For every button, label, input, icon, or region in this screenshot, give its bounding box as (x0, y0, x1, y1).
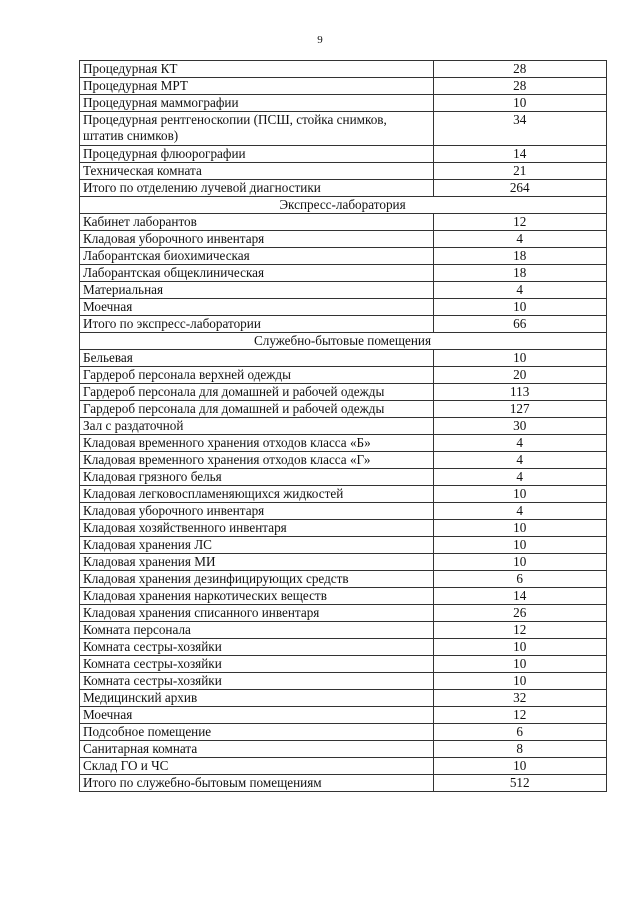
room-name-cell: Кладовая уборочного инвентаря (80, 503, 434, 520)
area-value-cell: 12 (434, 622, 607, 639)
table-row (80, 571, 607, 588)
room-name-cell: Кладовая хранения наркотических веществ (80, 588, 434, 605)
section-header-row (80, 197, 607, 214)
room-name-cell: Лаборантская общеклиническая (80, 265, 434, 282)
room-name-cell: Зал с раздаточной (80, 418, 434, 435)
page-number: 9 (317, 34, 323, 46)
area-value-cell: 512 (434, 775, 607, 792)
table-row (80, 622, 607, 639)
area-value-cell: 32 (434, 690, 607, 707)
area-value-cell: 10 (434, 486, 607, 503)
area-value-cell: 4 (434, 503, 607, 520)
area-value-cell: 18 (434, 248, 607, 265)
room-name-cell: Кладовая хранения ЛС (80, 537, 434, 554)
room-name-cell: Техническая комната (80, 163, 434, 180)
table-row (80, 707, 607, 724)
room-name-cell: Итого по отделению лучевой диагностики (80, 180, 434, 197)
room-name-cell: Гардероб персонала верхней одежды (80, 367, 434, 384)
table-row (80, 265, 607, 282)
table-row (80, 384, 607, 401)
room-name-cell: Процедурная КТ (80, 61, 434, 78)
room-name-cell: Моечная (80, 299, 434, 316)
area-value-cell: 10 (434, 299, 607, 316)
room-name-cell: Итого по экспресс-лаборатории (80, 316, 434, 333)
table-row (80, 605, 607, 622)
room-name-cell: Кладовая грязного белья (80, 469, 434, 486)
table-row (80, 316, 607, 333)
table-row (80, 350, 607, 367)
room-name-cell: Кладовая хозяйственного инвентаря (80, 520, 434, 537)
room-name-cell: Лаборантская биохимическая (80, 248, 434, 265)
room-name-cell: Итого по служебно-бытовым помещениям (80, 775, 434, 792)
rooms-table (79, 60, 607, 792)
section-title: Служебно-бытовые помещения (80, 333, 607, 350)
room-name-cell: Медицинский архив (80, 690, 434, 707)
area-value-cell: 10 (434, 639, 607, 656)
area-value-cell: 30 (434, 418, 607, 435)
table-row (80, 775, 607, 792)
area-value-cell: 10 (434, 554, 607, 571)
table-row (80, 469, 607, 486)
area-value-cell: 10 (434, 758, 607, 775)
table-row (80, 248, 607, 265)
table-row (80, 435, 607, 452)
section-header-row (80, 333, 607, 350)
room-name-cell: Комната сестры-хозяйки (80, 673, 434, 690)
table-row (80, 95, 607, 112)
area-value-cell: 4 (434, 231, 607, 248)
room-name-cell: Подсобное помещение (80, 724, 434, 741)
area-value-cell: 12 (434, 707, 607, 724)
table-row (80, 418, 607, 435)
table-row (80, 588, 607, 605)
table-row (80, 741, 607, 758)
table-row (80, 401, 607, 418)
table-row (80, 503, 607, 520)
room-name-cell: Комната персонала (80, 622, 434, 639)
table-row (80, 656, 607, 673)
room-name-cell: Кладовая хранения списанного инвентаря (80, 605, 434, 622)
room-name-cell: Моечная (80, 707, 434, 724)
room-name-cell: Комната сестры-хозяйки (80, 656, 434, 673)
table-row (80, 61, 607, 78)
table-row (80, 180, 607, 197)
area-value-cell: 26 (434, 605, 607, 622)
room-name-cell: Кладовая временного хранения отходов класса «Г» (80, 452, 434, 469)
area-value-cell: 10 (434, 673, 607, 690)
table-row (80, 537, 607, 554)
area-value-cell: 66 (434, 316, 607, 333)
area-value-cell: 4 (434, 282, 607, 299)
table-row (80, 452, 607, 469)
room-name-cell: Материальная (80, 282, 434, 299)
room-name-cell: Кладовая временного хранения отходов класса «Б» (80, 435, 434, 452)
section-title: Экспресс-лаборатория (80, 197, 607, 214)
room-name-cell: Процедурная МРТ (80, 78, 434, 95)
table-row (80, 554, 607, 571)
table-row (80, 758, 607, 775)
room-name-cell: Гардероб персонала для домашней и рабочей одежды (80, 384, 434, 401)
area-value-cell: 34 (434, 112, 607, 146)
area-value-cell: 28 (434, 78, 607, 95)
table-row (80, 282, 607, 299)
room-name-cell: Комната сестры-хозяйки (80, 639, 434, 656)
table-row (80, 214, 607, 231)
room-name-cell: Бельевая (80, 350, 434, 367)
table-row (80, 163, 607, 180)
area-value-cell: 14 (434, 588, 607, 605)
table-row (80, 299, 607, 316)
area-value-cell: 28 (434, 61, 607, 78)
table-row (80, 724, 607, 741)
room-name-cell: Процедурная рентгеноскопии (ПСШ, стойка снимков, штатив снимков) (80, 112, 434, 146)
table-row (80, 367, 607, 384)
area-value-cell: 113 (434, 384, 607, 401)
area-value-cell: 12 (434, 214, 607, 231)
room-name-cell: Кладовая легковоспламеняющихся жидкостей (80, 486, 434, 503)
table-row (80, 231, 607, 248)
room-name-cell: Кладовая хранения МИ (80, 554, 434, 571)
area-value-cell: 10 (434, 656, 607, 673)
area-value-cell: 18 (434, 265, 607, 282)
area-value-cell: 8 (434, 741, 607, 758)
area-value-cell: 10 (434, 350, 607, 367)
table-row (80, 673, 607, 690)
area-value-cell: 6 (434, 571, 607, 588)
table-row (80, 112, 607, 146)
table-row (80, 639, 607, 656)
area-value-cell: 10 (434, 95, 607, 112)
room-name-cell: Гардероб персонала для домашней и рабочей одежды (80, 401, 434, 418)
area-value-cell: 264 (434, 180, 607, 197)
room-name-cell: Кладовая хранения дезинфицирующих средств (80, 571, 434, 588)
area-value-cell: 4 (434, 452, 607, 469)
room-name-cell: Склад ГО и ЧС (80, 758, 434, 775)
area-value-cell: 127 (434, 401, 607, 418)
area-value-cell: 10 (434, 520, 607, 537)
room-name-cell: Процедурная маммографии (80, 95, 434, 112)
room-name-cell: Санитарная комната (80, 741, 434, 758)
table-row (80, 486, 607, 503)
rooms-table-body (80, 61, 607, 792)
table-row (80, 78, 607, 95)
area-value-cell: 4 (434, 435, 607, 452)
area-value-cell: 14 (434, 146, 607, 163)
area-value-cell: 6 (434, 724, 607, 741)
room-name-cell: Кабинет лаборантов (80, 214, 434, 231)
area-value-cell: 20 (434, 367, 607, 384)
table-row (80, 520, 607, 537)
table-row (80, 690, 607, 707)
area-value-cell: 21 (434, 163, 607, 180)
area-value-cell: 10 (434, 537, 607, 554)
table-row (80, 146, 607, 163)
room-name-cell: Процедурная флюорографии (80, 146, 434, 163)
room-name-cell: Кладовая уборочного инвентаря (80, 231, 434, 248)
area-value-cell: 4 (434, 469, 607, 486)
